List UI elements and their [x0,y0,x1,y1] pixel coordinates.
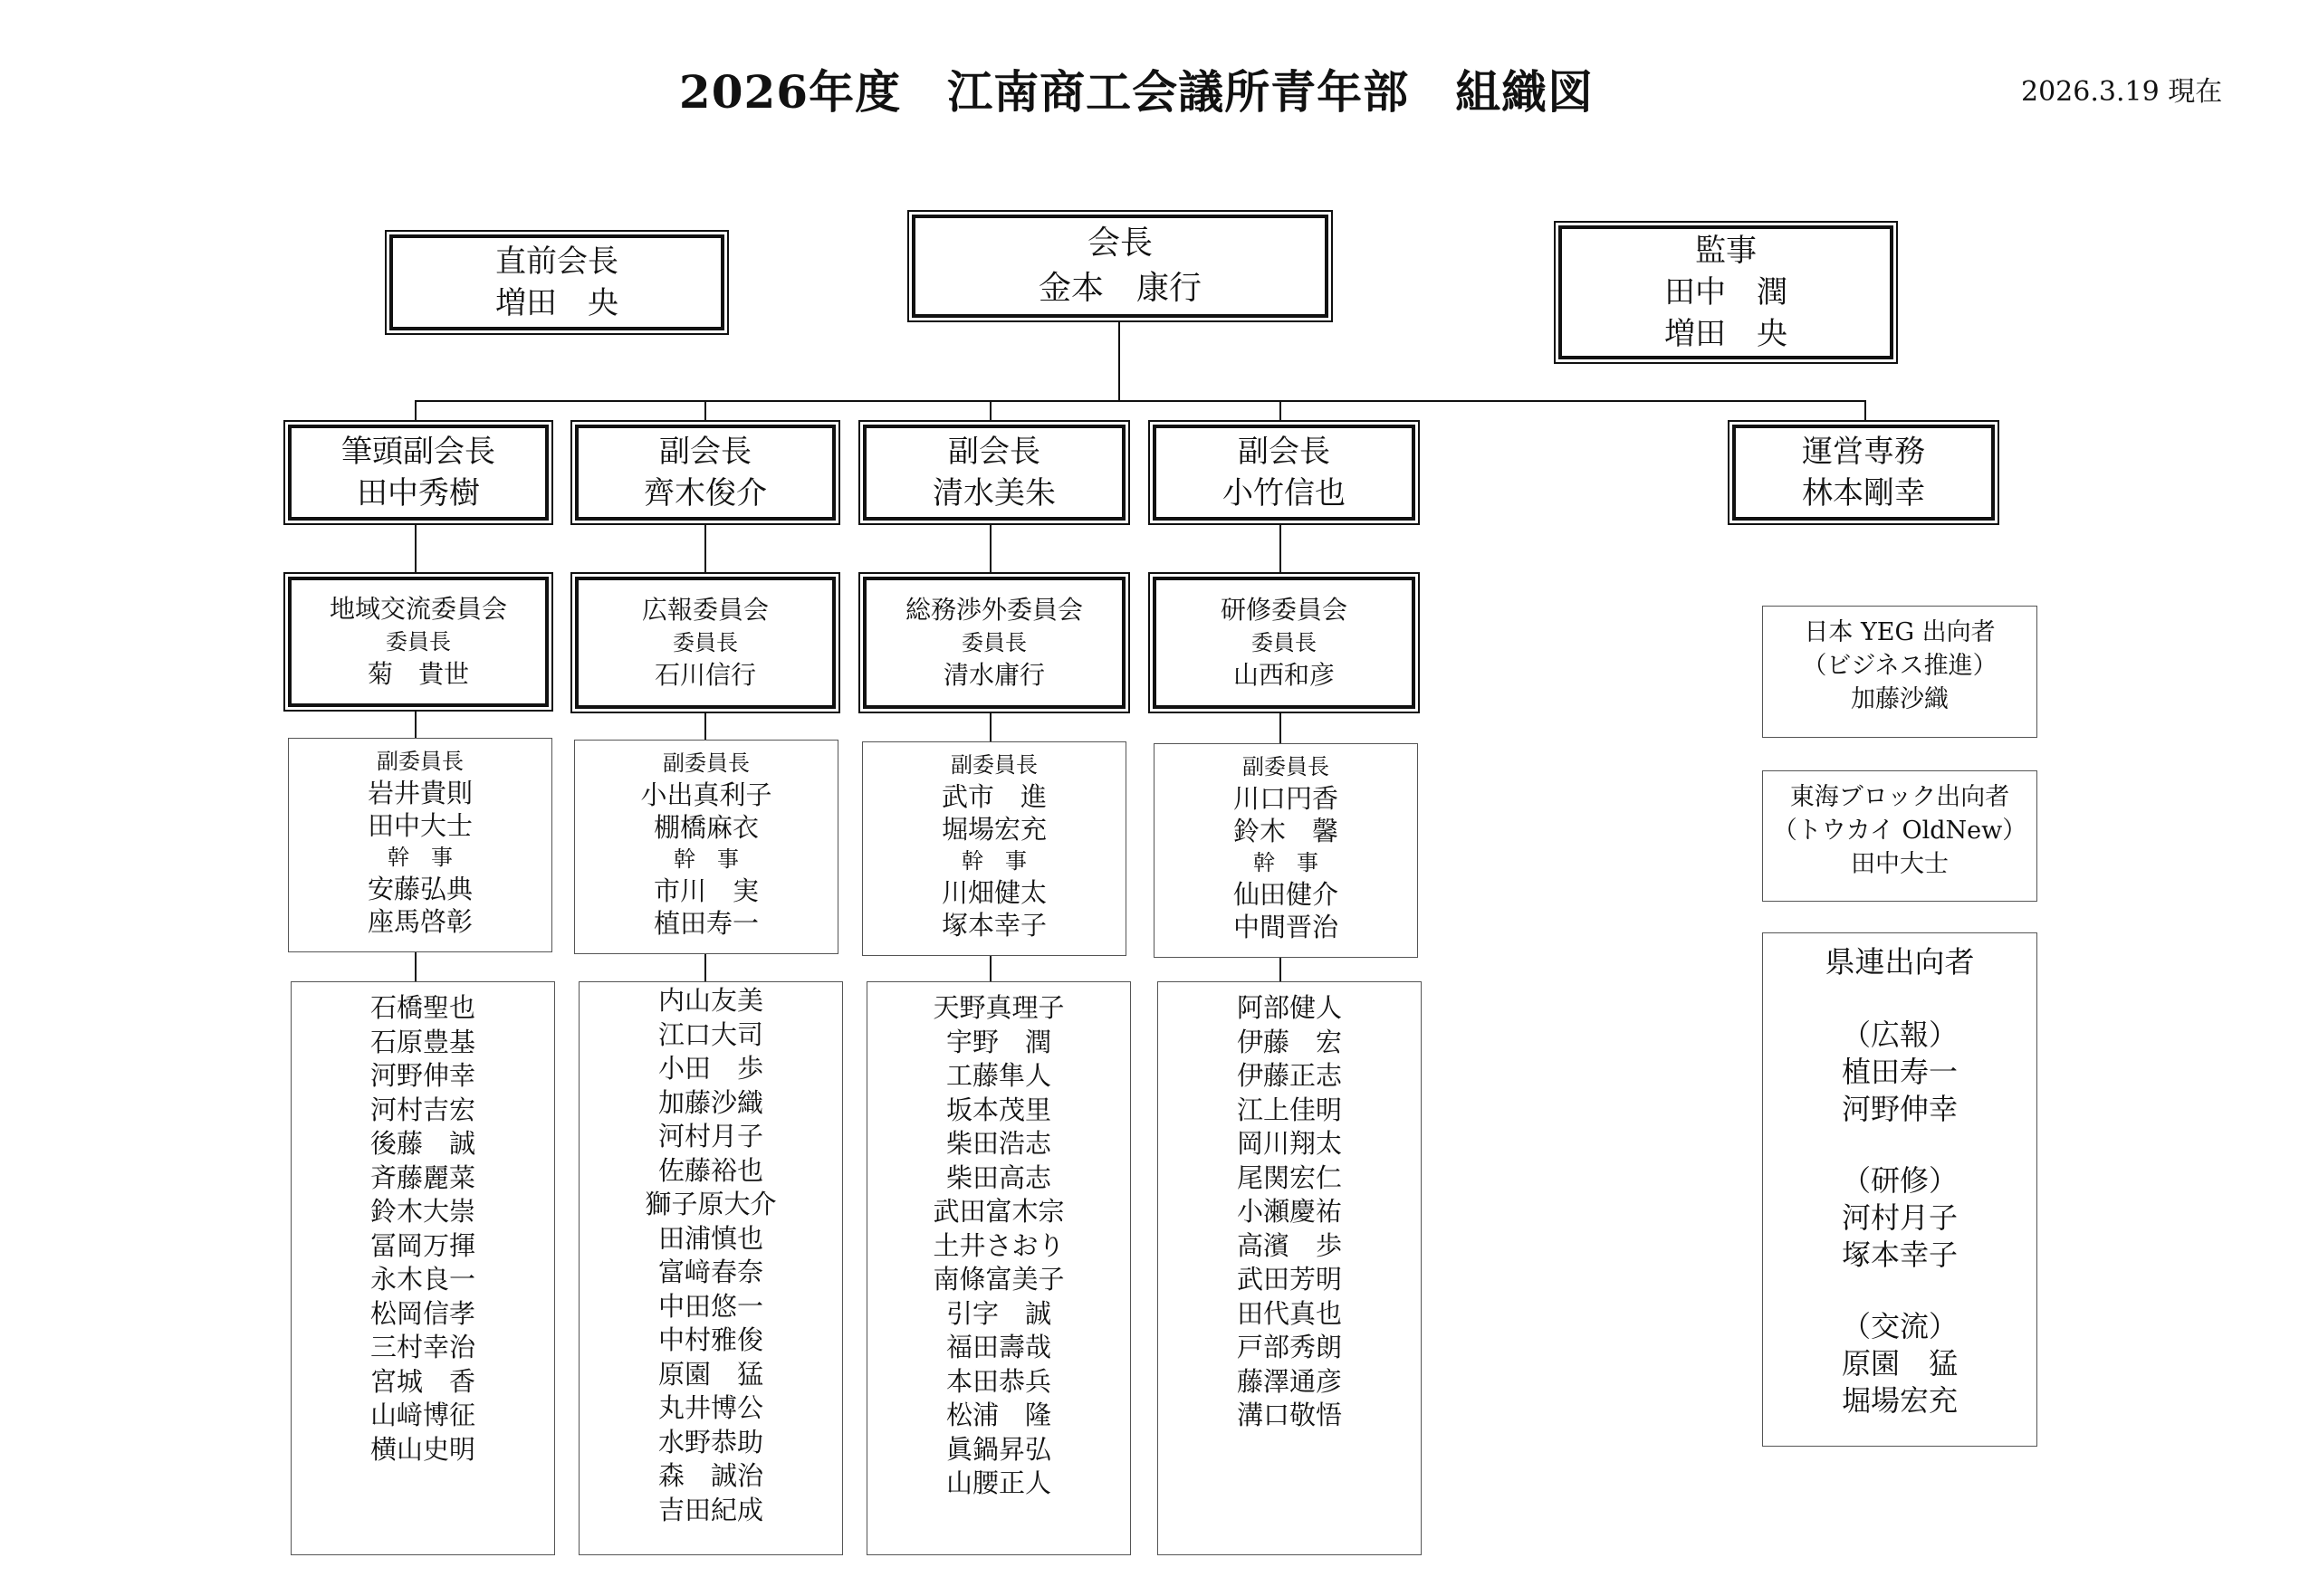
member-name: 江口大司 [657,1018,763,1050]
tokai-secondment-box [1762,770,2037,902]
member-name: 本田恭兵 [945,1365,1051,1397]
member-name: 伊藤 宏 [1236,1026,1342,1057]
person-name: 清水美朱 [933,475,1056,511]
member-name: 加藤沙織 [657,1086,763,1118]
role-label: 運営専務 [1802,434,1925,470]
member-name: 横山史明 [369,1433,475,1465]
member-name: 岡川翔太 [1236,1128,1342,1159]
box-subheading: （ビジネス推進） [1802,652,1998,680]
person-name: 武市 進 [941,781,1047,812]
person-name: 河野伸幸 [1841,1092,1958,1126]
member-name: 河野伸幸 [369,1060,475,1091]
connector-vp2 [704,400,706,422]
member-name: 山腰正人 [945,1467,1051,1498]
secretary-label: 幹 事 [1253,850,1318,875]
person-name: 岩井貴則 [367,778,473,808]
vice-chair-box-3 [862,741,1126,956]
person-name: 塚本幸子 [1841,1238,1958,1272]
chair-label: 委員長 [673,630,738,655]
member-name: 阿部健人 [1236,992,1342,1023]
member-list-box-1 [291,981,555,1555]
person-name: 田中 潤 [1664,274,1787,311]
role-label: 副会長 [1238,434,1330,470]
member-name: 藤澤通彦 [1236,1365,1342,1397]
secretary-label: 幹 事 [962,848,1027,874]
chair-name: 菊 貴世 [367,659,469,689]
auditors-box [1554,221,1898,364]
member-name: 柴田高志 [945,1161,1051,1193]
person-name: 小出真利子 [640,779,772,810]
person-name: 田中大士 [367,810,473,841]
vice-chair-box-2 [574,740,838,954]
member-name: 吉田紀成 [657,1494,763,1525]
secretary-label: 幹 事 [674,846,739,872]
member-name: 江上佳明 [1236,1094,1342,1125]
member-name: 松岡信孝 [369,1297,475,1329]
member-name: 引字 誠 [945,1297,1051,1329]
secretary-label: 幹 事 [388,845,453,870]
vice-president-box-1 [283,420,553,525]
connector-horizontal-main [415,400,1866,402]
chair-name: 山西和彦 [1232,660,1335,690]
yeg-secondment-box [1762,606,2037,738]
member-name: 永木良一 [369,1264,475,1295]
committee-box-4 [1148,572,1420,713]
vice-president-box-3 [858,420,1130,525]
member-name: 小瀬慶祐 [1236,1196,1342,1227]
group-label: （交流） [1841,1309,1958,1343]
member-list-box-3 [867,981,1131,1555]
person-name: 河村月子 [1841,1200,1958,1235]
person-name: 塚本幸子 [941,910,1047,941]
president-box [907,210,1333,322]
role-label: 副会長 [659,434,752,470]
person-name: 田中秀樹 [357,475,480,511]
person-name: 中間晋治 [1232,912,1338,942]
connector-md [1864,400,1866,422]
immediate-past-president-box [385,230,729,335]
vice-chair-label: 副委員長 [663,750,750,776]
person-name: 川口円香 [1232,783,1338,814]
as-of-date: 2026.3.19 現在 [2021,76,2223,108]
member-name: 河村月子 [657,1121,763,1152]
person-name: 林本剛幸 [1802,475,1925,511]
person-name: 座馬啓彰 [367,906,473,937]
connector-vp1 [415,400,417,422]
member-name: 後藤 誠 [369,1128,475,1159]
group-label: （研修） [1841,1163,1958,1198]
member-name: 武田芳明 [1236,1264,1342,1295]
member-name: 天野真理子 [933,992,1065,1023]
prefectural-secondment-box [1762,932,2037,1447]
vice-chair-label: 副委員長 [377,749,464,774]
vice-president-box-4 [1148,420,1420,525]
role-label: 副会長 [948,434,1040,470]
committee-name: 総務渉外委員会 [905,595,1083,625]
committee-name: 広報委員会 [641,595,769,625]
member-name: 伊藤正志 [1236,1060,1342,1091]
person-name: 加藤沙織 [1851,685,1949,713]
member-name: 山﨑博征 [369,1400,475,1430]
chair-label: 委員長 [962,630,1027,655]
member-name: 尾関宏仁 [1236,1161,1342,1193]
member-name: 斉藤麗菜 [369,1161,475,1193]
chair-name: 清水庸行 [943,660,1045,690]
member-name: 土井さおり [933,1229,1065,1261]
member-name: 石原豊基 [369,1026,475,1057]
chair-name: 石川信行 [654,660,756,690]
role-label: 監事 [1695,233,1757,269]
committee-box-3 [858,572,1130,713]
member-name: 眞鍋昇弘 [945,1433,1051,1465]
page-title: 2026年度 江南商工会議所青年部 組織図 [678,65,1595,119]
committee-box-2 [570,572,840,713]
person-name: 植田寿一 [1841,1055,1958,1089]
person-name: 仙田健介 [1232,879,1338,910]
role-label: 直前会長 [495,244,618,280]
member-name: 南條富美子 [933,1264,1065,1295]
person-name: 小竹信也 [1222,475,1346,511]
person-name: 市川 実 [653,875,759,906]
person-name: 金本 康行 [1038,270,1202,307]
vice-chair-label: 副委員長 [1242,754,1329,779]
member-name: 宇野 潤 [945,1026,1051,1057]
member-name: 中田悠一 [657,1290,763,1322]
person-name: 植田寿一 [653,908,759,939]
box-subheading: （トウカイ OldNew） [1772,817,2027,845]
member-name: 溝口敬悟 [1236,1400,1342,1430]
connector-vp4 [1279,400,1281,422]
person-name: 鈴木 馨 [1232,816,1338,846]
role-label: 会長 [1087,225,1153,262]
box-heading: 東海ブロック出向者 [1789,783,2010,811]
member-name: 田浦慎也 [657,1222,763,1254]
connector-vp3 [990,400,992,422]
member-name: 内山友美 [657,985,763,1016]
committee-box-1 [283,572,553,712]
chair-label: 委員長 [386,629,451,655]
member-name: 獅子原大介 [645,1189,777,1219]
member-name: 原園 猛 [657,1358,763,1390]
member-name: 戸部秀朗 [1236,1332,1342,1362]
member-name: 森 誠治 [657,1460,763,1491]
member-name: 小田 歩 [657,1053,763,1084]
person-name: 川畑健太 [941,877,1047,908]
group-label: （広報） [1841,1018,1958,1052]
vice-chair-box-1 [288,738,552,952]
role-label: 筆頭副会長 [341,434,495,470]
vice-president-box-2 [570,420,840,525]
member-name: 武田富木宗 [933,1196,1065,1227]
member-name: 福田壽哉 [945,1332,1051,1362]
person-name: 増田 央 [495,285,618,321]
member-name: 水野恭助 [657,1426,763,1457]
member-list-box-4 [1157,981,1422,1555]
member-name: 宮城 香 [369,1365,475,1397]
person-name: 増田 央 [1664,316,1787,352]
member-name: 三村幸治 [369,1332,475,1362]
person-name: 齊木俊介 [644,475,767,511]
member-name: 鈴木大崇 [369,1196,475,1227]
box-heading: 県連出向者 [1825,944,1975,980]
member-list-box-2 [579,981,843,1555]
member-name: 佐藤裕也 [657,1154,763,1186]
box-heading: 日本 YEG 出向者 [1804,618,1996,646]
member-name: 丸井博公 [657,1392,763,1423]
member-name: 石橋聖也 [369,992,475,1023]
managing-director-box [1728,420,1999,525]
committee-name: 研修委員会 [1220,595,1347,625]
vice-chair-label: 副委員長 [951,752,1038,778]
person-name: 原園 猛 [1841,1346,1958,1381]
member-name: 河村吉宏 [369,1094,475,1125]
member-name: 坂本茂里 [945,1094,1051,1125]
person-name: 田中大士 [1851,850,1949,878]
member-name: 柴田浩志 [945,1128,1051,1159]
person-name: 堀場宏充 [1841,1383,1958,1418]
chair-label: 委員長 [1251,630,1317,655]
vice-chair-box-4 [1154,743,1418,958]
committee-name: 地域交流委員会 [329,594,507,624]
member-name: 田代真也 [1236,1297,1342,1329]
person-name: 安藤弘典 [367,874,473,904]
person-name: 棚橋麻衣 [653,812,759,843]
member-name: 高濱 歩 [1236,1229,1342,1261]
member-name: 冨岡万揮 [369,1229,475,1261]
person-name: 堀場宏充 [941,814,1047,845]
connector-president-down [1118,322,1120,402]
member-name: 工藤隼人 [945,1060,1051,1091]
member-name: 富﨑春奈 [657,1257,763,1287]
member-name: 松浦 隆 [945,1400,1051,1430]
member-name: 中村雅俊 [657,1324,763,1355]
